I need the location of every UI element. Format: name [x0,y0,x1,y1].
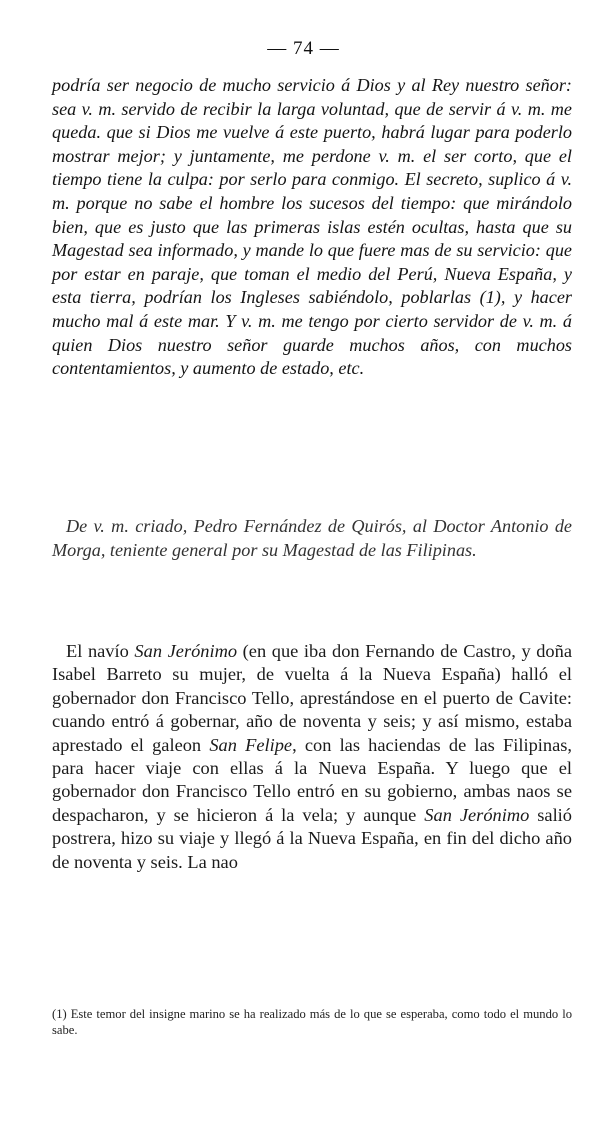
narrative-text-1: El navío [66,641,135,661]
narrative-paragraph [52,640,572,874]
narrative-text-2: (en que iba don Fernando de Castro, y doña Isabel Barreto su mujer, de vuelta á la Nueva España) halló el gobernador don Francisco Tello, aprestándose en el puerto de Cavite: cuando entró á gobernar, año de noventa y seis; y así mismo, estaba aprestado el galeon [52,641,572,755]
page-number: — 74 — [267,38,340,59]
ship-name-san-jeronimo-2: San Jerónimo [424,804,530,825]
ship-name-san-felipe: San Felipe [209,734,293,755]
letter-paragraph: podría ser negocio de mucho servicio á Dios y al Rey nuestro señor: sea v. m. servido de recibir la larga voluntad, que de servir á v. m. me queda. que si Dios me vuelve á este puerto, habrá lugar para poderlo mostrar mejor; y juntamente, me perdone v. m. el ser corto, que el tiempo tiene la culpa: por serlo para conmigo. El secreto, suplico á v. m. porque no sabe el hombre los sucesos del tiempo: que mirándolo bien, que es justo que las primeras islas estén ocultas, hasta que su Magestad sea informado, y mande lo que fuere mas de su servicio: que por estar en paraje, que toman el medio del Perú, Nueva España, y esta tierra, podrían los Ingleses sabiéndolo, poblarlas (1), y hacer mucho mal á este mar. Y v. m. me tengo por cierto servidor de v. m. á quien Dios nuestro señor guarde muchos años, con muchos contentamientos, y aumento de estado, etc. [52,75,572,379]
narrative-text-3: , con las haciendas de las Filipinas, para hacer viaje con ellas á la Nueva España. Y luego que el gobernador don Francisco Tello entró en su gobierno, ambas naos se despacharon, y se hicieron á la vela; y aunque [52,734,572,825]
footnote: (1) Este temor del insigne marino se ha realizado más de lo que se esperaba, como todo el mundo lo sabe. [52,1007,572,1037]
narrative-text-4: salió postrera, hizo su viaje y llegó á la Nueva España, en fin del dicho año de noventa y seis. La nao [52,804,572,872]
ship-name-san-jeronimo: San Jerónimo [134,641,238,661]
signature-paragraph: De v. m. criado, Pedro Fernández de Quirós, al Doctor Antonio de Morga, teniente general por su Magestad de las Filipinas. [52,516,572,560]
